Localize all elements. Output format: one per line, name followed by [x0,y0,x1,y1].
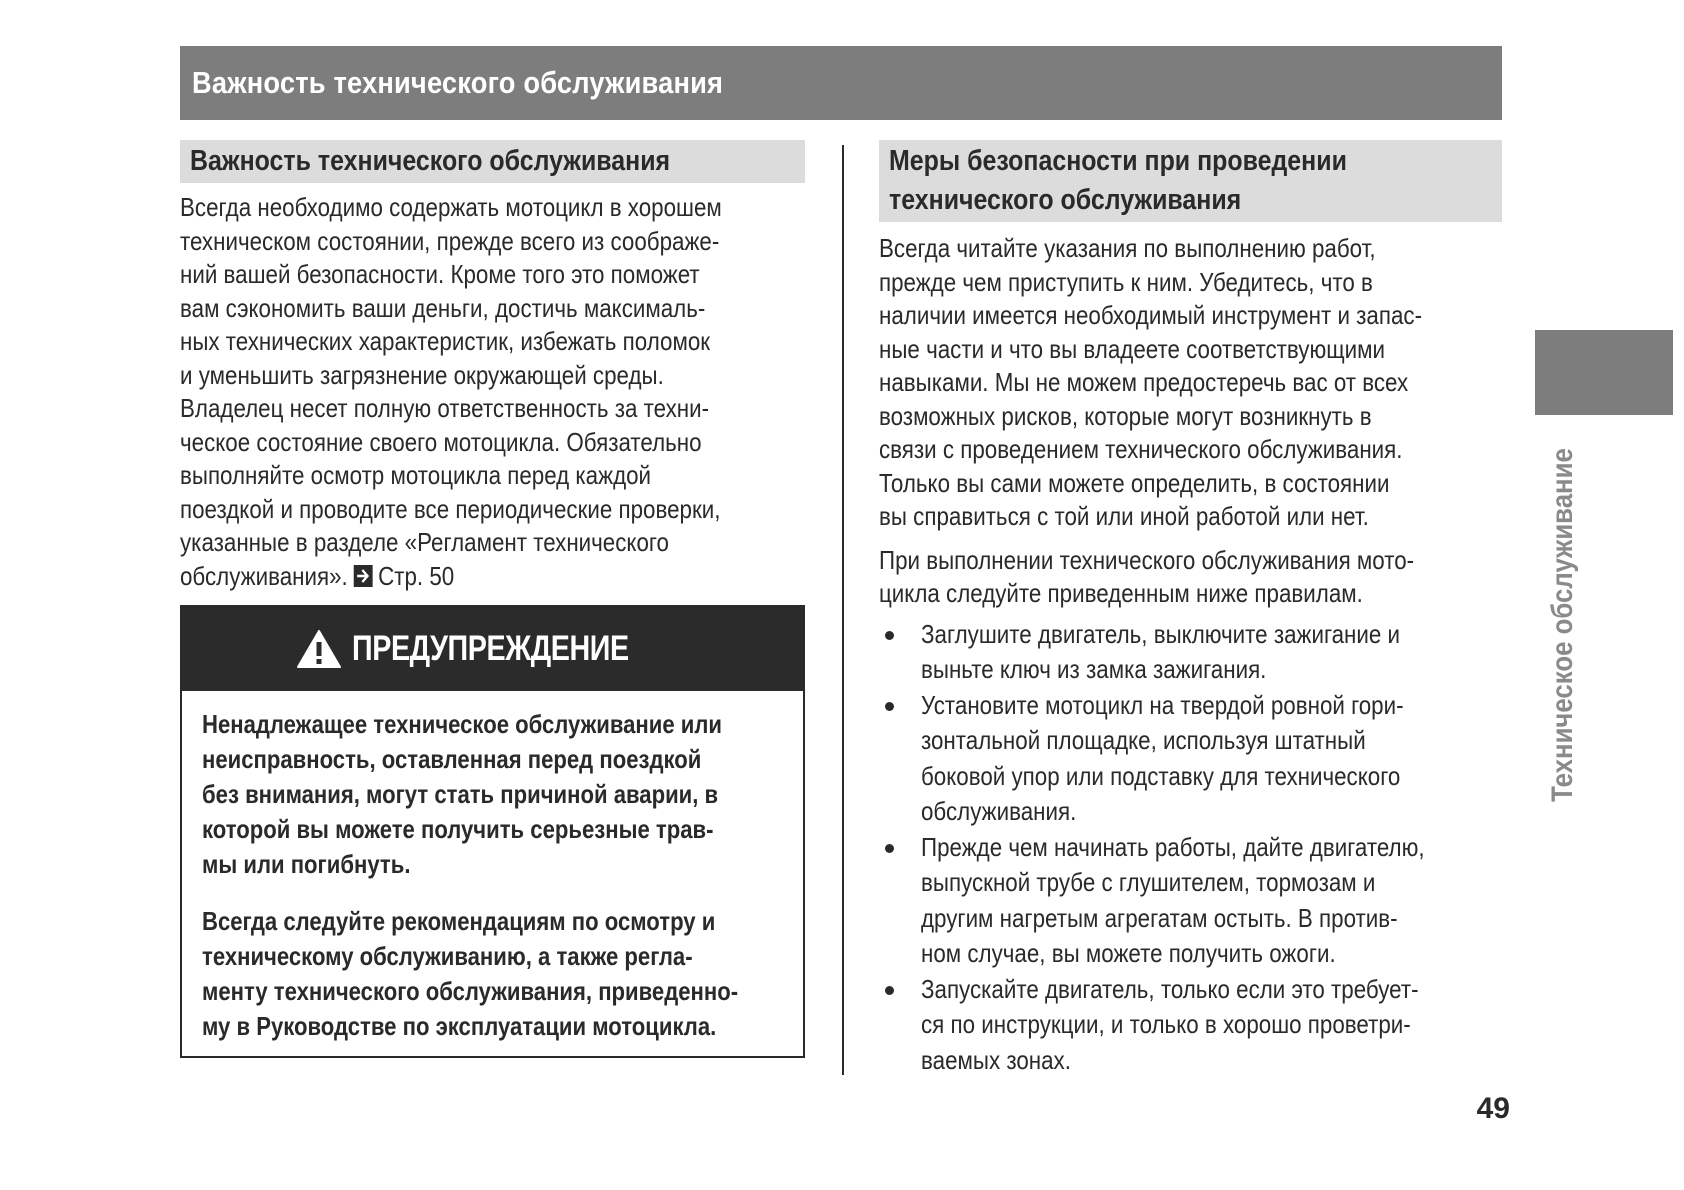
text-line: вы справиться с той или иной работой или нет. [879,501,1369,531]
text-line: менту технического обслуживания, приведенно- [202,976,739,1006]
page-title: Важность технического обслуживания [192,65,724,100]
text-line: Ненадлежащее техническое обслуживание или [202,709,723,739]
text-line: выпускной трубе с глушителем, тормозам и [921,867,1376,897]
text-line: ные части и что вы владеете соответствующими [879,333,1385,364]
text-line: выньте ключ из замка зажигания. [921,654,1267,684]
text-line: без внимания, могут стать причиной аварии, в [202,779,719,809]
text-line: ваемых зонах. [921,1044,1071,1075]
page-reference-link[interactable]: Стр. 50 [378,560,455,591]
text-line: неисправность, оставленная перед поездкой [202,744,702,774]
text-line: указанные в разделе «Регламент технического [180,527,670,557]
bullet-icon [885,844,894,853]
text-line: техническом состоянии, прежде всего из соображе- [180,225,720,256]
text-line: му в Руководстве по эксплуатации мотоцикла. [202,1011,717,1041]
safety-rules-list [879,617,1502,1079]
chapter-tab[interactable] [1535,330,1673,415]
text-line: обслуживания». [180,560,348,591]
bullet-icon [885,986,894,995]
list-item [879,830,1502,972]
column-divider [842,145,844,1075]
text-line: и уменьшить загрязнение окружающей среды. [180,359,664,390]
list-item [879,617,1502,688]
page-number: 49 [1476,1092,1510,1125]
warning-box [180,605,805,1058]
right-section-heading [879,140,1502,222]
text-line: Заглушите двигатель, выключите зажигание и [921,618,1401,649]
warning-body [182,691,803,1056]
text-line: ся по инструкции, и только в хорошо проветри- [921,1009,1411,1039]
text-line: техническому обслуживанию, а также регла- [202,941,693,971]
left-column [180,140,805,1058]
warning-triangle-icon [296,629,342,669]
text-line: поездкой и проводите все периодические проверки, [180,493,721,524]
text-line: Прежде чем начинать работы, дайте двигателю, [921,831,1425,862]
text-line: ческое состояние своего мотоцикла. Обязательно [180,426,702,457]
text-line: навыками. Мы не можем предостеречь вас от всех [879,367,1409,397]
text-line: прежде чем приступить к ним. Убедитесь, что в [879,266,1373,297]
chapter-tab-text: Техническое обслуживание [1546,448,1579,802]
right-paragraph-2 [879,544,1502,611]
warning-header [182,607,803,691]
text-line: Всегда необходимо содержать мотоцикл в хорошем [180,192,722,222]
text-line: При выполнении технического обслуживания мото- [879,544,1415,575]
text-line: ний вашей безопасности. Кроме того это поможет [180,259,700,289]
warning-paragraph-1 [202,707,783,882]
bullet-icon [885,631,894,640]
text-line: зонтальной площадке, используя штатный [921,725,1366,755]
text-line-with-ref [180,560,718,594]
text-line: наличии имеется необходимый инструмент и запас- [879,300,1423,330]
left-section-heading [180,140,805,183]
right-paragraph-1 [879,232,1502,534]
text-line: цикла следуйте приведенным ниже правилам. [879,578,1363,608]
text-line: возможных рисков, которые могут возникнуть в [879,400,1372,431]
text-line: которой вы можете получить серьезные трав- [202,814,714,844]
page-ref-arrow-icon [354,565,373,587]
text-line: боковой упор или подставку для технического [921,760,1401,791]
text-line: выполняйте осмотр мотоцикла перед каждой [180,460,652,490]
text-line: Всегда читайте указания по выполнению работ, [879,233,1376,263]
text-line: ном случае, вы можете получить ожоги. [921,938,1336,968]
page-header [180,46,1502,120]
warning-paragraph-2 [202,904,783,1044]
text-line: связи с проведением технического обслуживания. [879,434,1403,464]
chapter-tab-label [1545,440,1581,810]
text-line: другим нагретым агрегатам остыть. В против- [921,902,1398,933]
right-heading-line: Меры безопасности при проведении [889,145,1347,177]
warning-label: ПРЕДУПРЕЖДЕНИЕ [351,629,629,668]
list-item [879,688,1502,830]
text-line: вам сэкономить ваши деньги, достичь максималь- [180,292,706,323]
text-line: Установите мотоцикл на твердой ровной гори- [921,689,1404,720]
right-heading-line: технического обслуживания [889,184,1242,216]
bullet-icon [885,702,894,711]
text-line: обслуживания. [921,796,1077,826]
left-heading-text: Важность технического обслуживания [190,145,671,177]
left-paragraph [180,191,805,593]
text-line: Только вы сами можете определить, в состоянии [879,467,1390,498]
right-column [879,140,1502,1078]
list-item [879,972,1502,1079]
text-line: мы или погибнуть. [202,849,411,879]
text-line: Всегда следуйте рекомендациям по осмотру и [202,906,716,936]
text-line: Владелец несет полную ответственность за техни- [180,393,710,423]
text-line: Запускайте двигатель, только если это требует- [921,973,1419,1004]
text-line: ных технических характеристик, избежать поломок [180,326,711,356]
